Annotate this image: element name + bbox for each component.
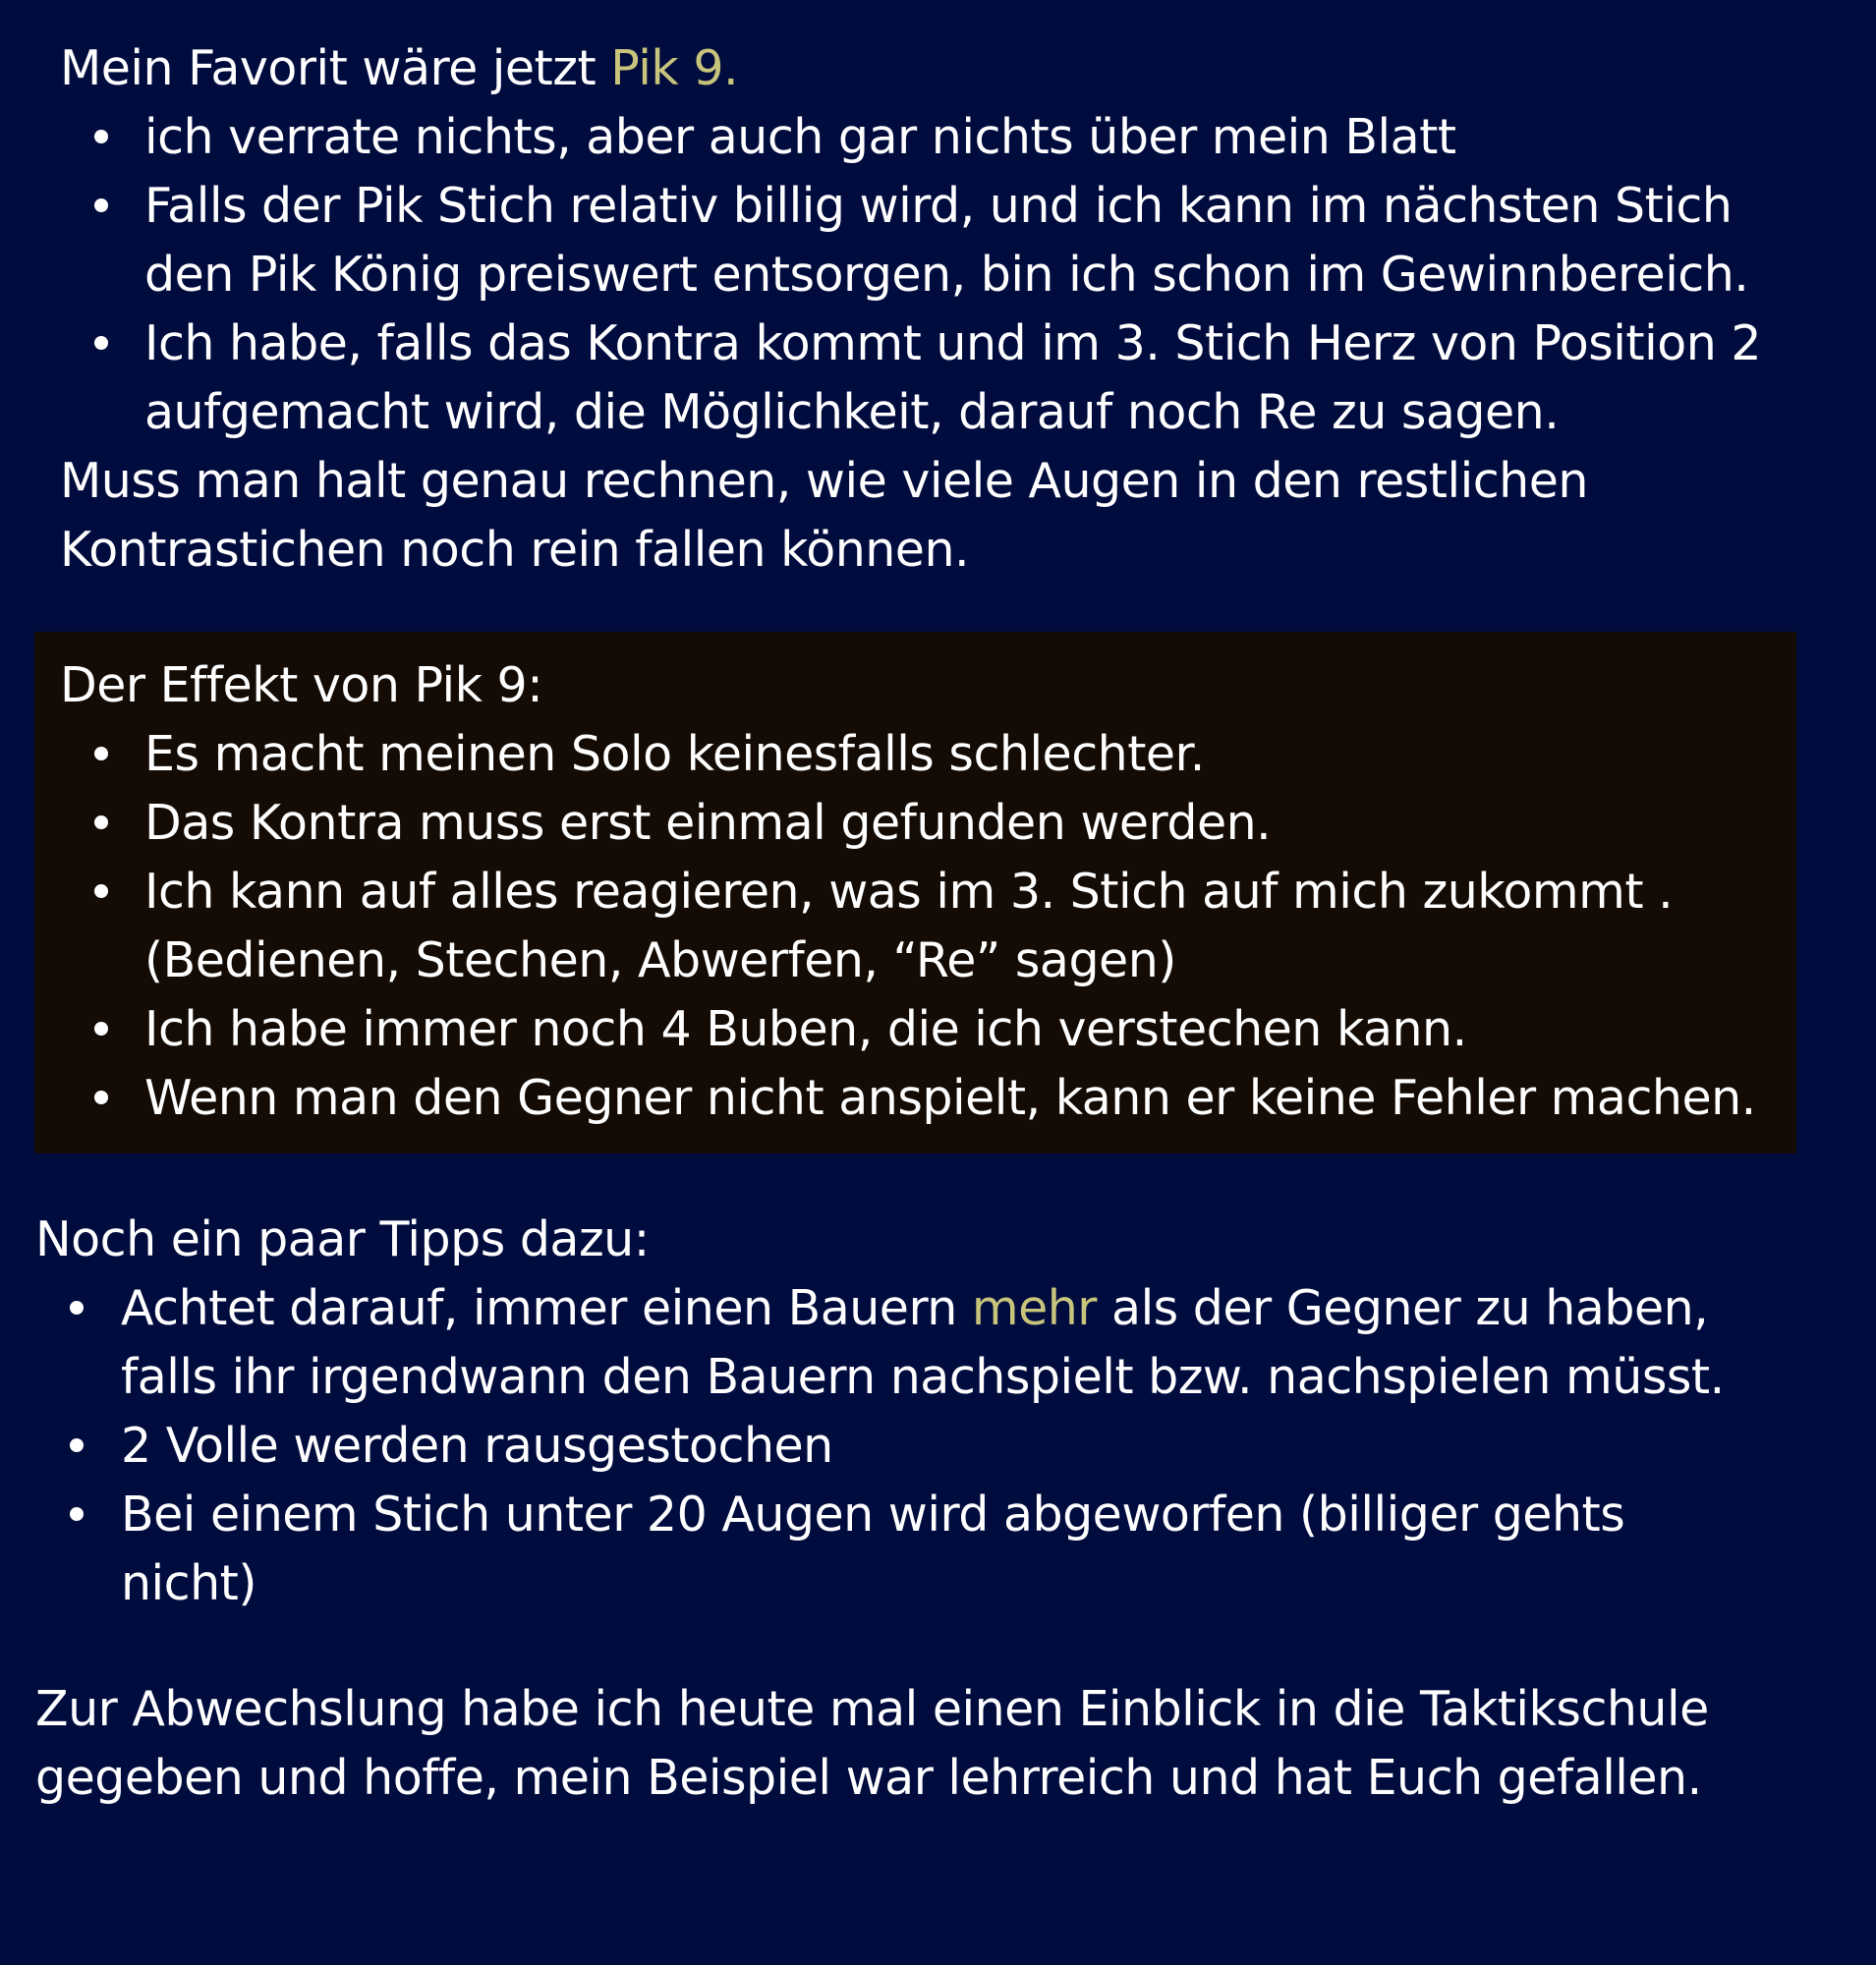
list-item-text: Das Kontra muss erst einmal gefunden werden.	[144, 795, 1272, 851]
list-item-text: Falls der Pik Stich relativ billig wird, und ich kann im nächsten Stich	[144, 178, 1733, 234]
list-item-text: Bei einem Stich unter 20 Augen wird abgeworfen (billiger gehts	[121, 1487, 1625, 1543]
list-item-text: aufgemacht wird, die Möglichkeit, darauf noch Re zu sagen.	[144, 384, 1560, 440]
list-item-text	[121, 1274, 1804, 1343]
favorit-list	[60, 103, 1809, 447]
list-item-text: falls ihr irgendwann den Bauern nachspielt bzw. nachspielen müsst.	[121, 1349, 1725, 1405]
favorit-intro-highlight: Pik 9.	[610, 40, 739, 96]
bullet-icon	[94, 815, 108, 829]
outro-line: gegeben und hoffe, mein Beispiel war lehrreich und hat Euch gefallen.	[35, 1750, 1702, 1806]
bullet-icon	[94, 1022, 108, 1036]
bullet-icon	[94, 747, 108, 760]
tipps-list	[35, 1274, 1804, 1618]
outro-line: Zur Abwechslung habe ich heute mal einen Einblick in die Taktikschule	[35, 1681, 1709, 1737]
list-item-text: Wenn man den Gegner nicht anspielt, kann er keine Fehler machen.	[144, 1070, 1756, 1126]
list-item-text: den Pik König preiswert entsorgen, bin ich schon im Gewinnbereich.	[144, 247, 1749, 303]
bullet-icon	[94, 198, 108, 212]
bullet-icon	[94, 130, 108, 143]
list-item	[60, 995, 1790, 1064]
tipp-highlight: mehr	[971, 1280, 1097, 1336]
list-item	[35, 1412, 1804, 1481]
list-item	[60, 309, 1809, 447]
tipps-section	[35, 1206, 1804, 1618]
list-item	[60, 1064, 1790, 1133]
favorit-intro-prefix: Mein Favorit wäre jetzt	[60, 40, 611, 96]
effekt-section	[60, 651, 1790, 1133]
favorit-intro	[60, 34, 1809, 103]
list-item-text: Ich kann auf alles reagieren, was im 3. Stich auf mich zukommt .	[144, 864, 1674, 920]
bullet-icon	[70, 1301, 84, 1315]
favorit-section	[60, 34, 1809, 585]
list-item-text: Es macht meinen Solo keinesfalls schlechter.	[144, 726, 1205, 782]
list-item-text: Ich habe, falls das Kontra kommt und im 3. Stich Herz von Position 2	[144, 315, 1762, 371]
effekt-heading: Der Effekt von Pik 9:	[60, 657, 543, 713]
bullet-icon	[94, 336, 108, 350]
tipp-text-suffix: als der Gegner zu haben,	[1096, 1280, 1709, 1336]
list-item	[60, 789, 1790, 858]
tipp-text-prefix: Achtet darauf, immer einen Bauern	[121, 1280, 972, 1336]
favorit-outro-line: Kontrastichen noch rein fallen können.	[60, 522, 970, 578]
list-item	[35, 1274, 1804, 1412]
effekt-list	[60, 720, 1790, 1133]
favorit-outro-line: Muss man halt genau rechnen, wie viele Augen in den restlichen	[60, 453, 1588, 509]
list-item	[60, 858, 1790, 995]
list-item	[60, 172, 1809, 309]
bullet-icon	[70, 1507, 84, 1521]
bullet-icon	[94, 1091, 108, 1104]
list-item	[60, 103, 1809, 172]
list-item-text: Ich habe immer noch 4 Buben, die ich verstechen kann.	[144, 1001, 1467, 1057]
list-item	[60, 720, 1790, 789]
list-item	[35, 1481, 1804, 1618]
bullet-icon	[70, 1438, 84, 1452]
list-item-text: ich verrate nichts, aber auch gar nichts über mein Blatt	[144, 109, 1456, 165]
tipps-heading: Noch ein paar Tipps dazu:	[35, 1211, 650, 1267]
outro-section	[35, 1675, 1834, 1813]
list-item-text: 2 Volle werden rausgestochen	[121, 1418, 833, 1474]
bullet-icon	[94, 884, 108, 898]
list-item-text: nicht)	[121, 1555, 256, 1611]
list-item-text: (Bedienen, Stechen, Abwerfen, “Re” sagen)	[144, 932, 1176, 988]
